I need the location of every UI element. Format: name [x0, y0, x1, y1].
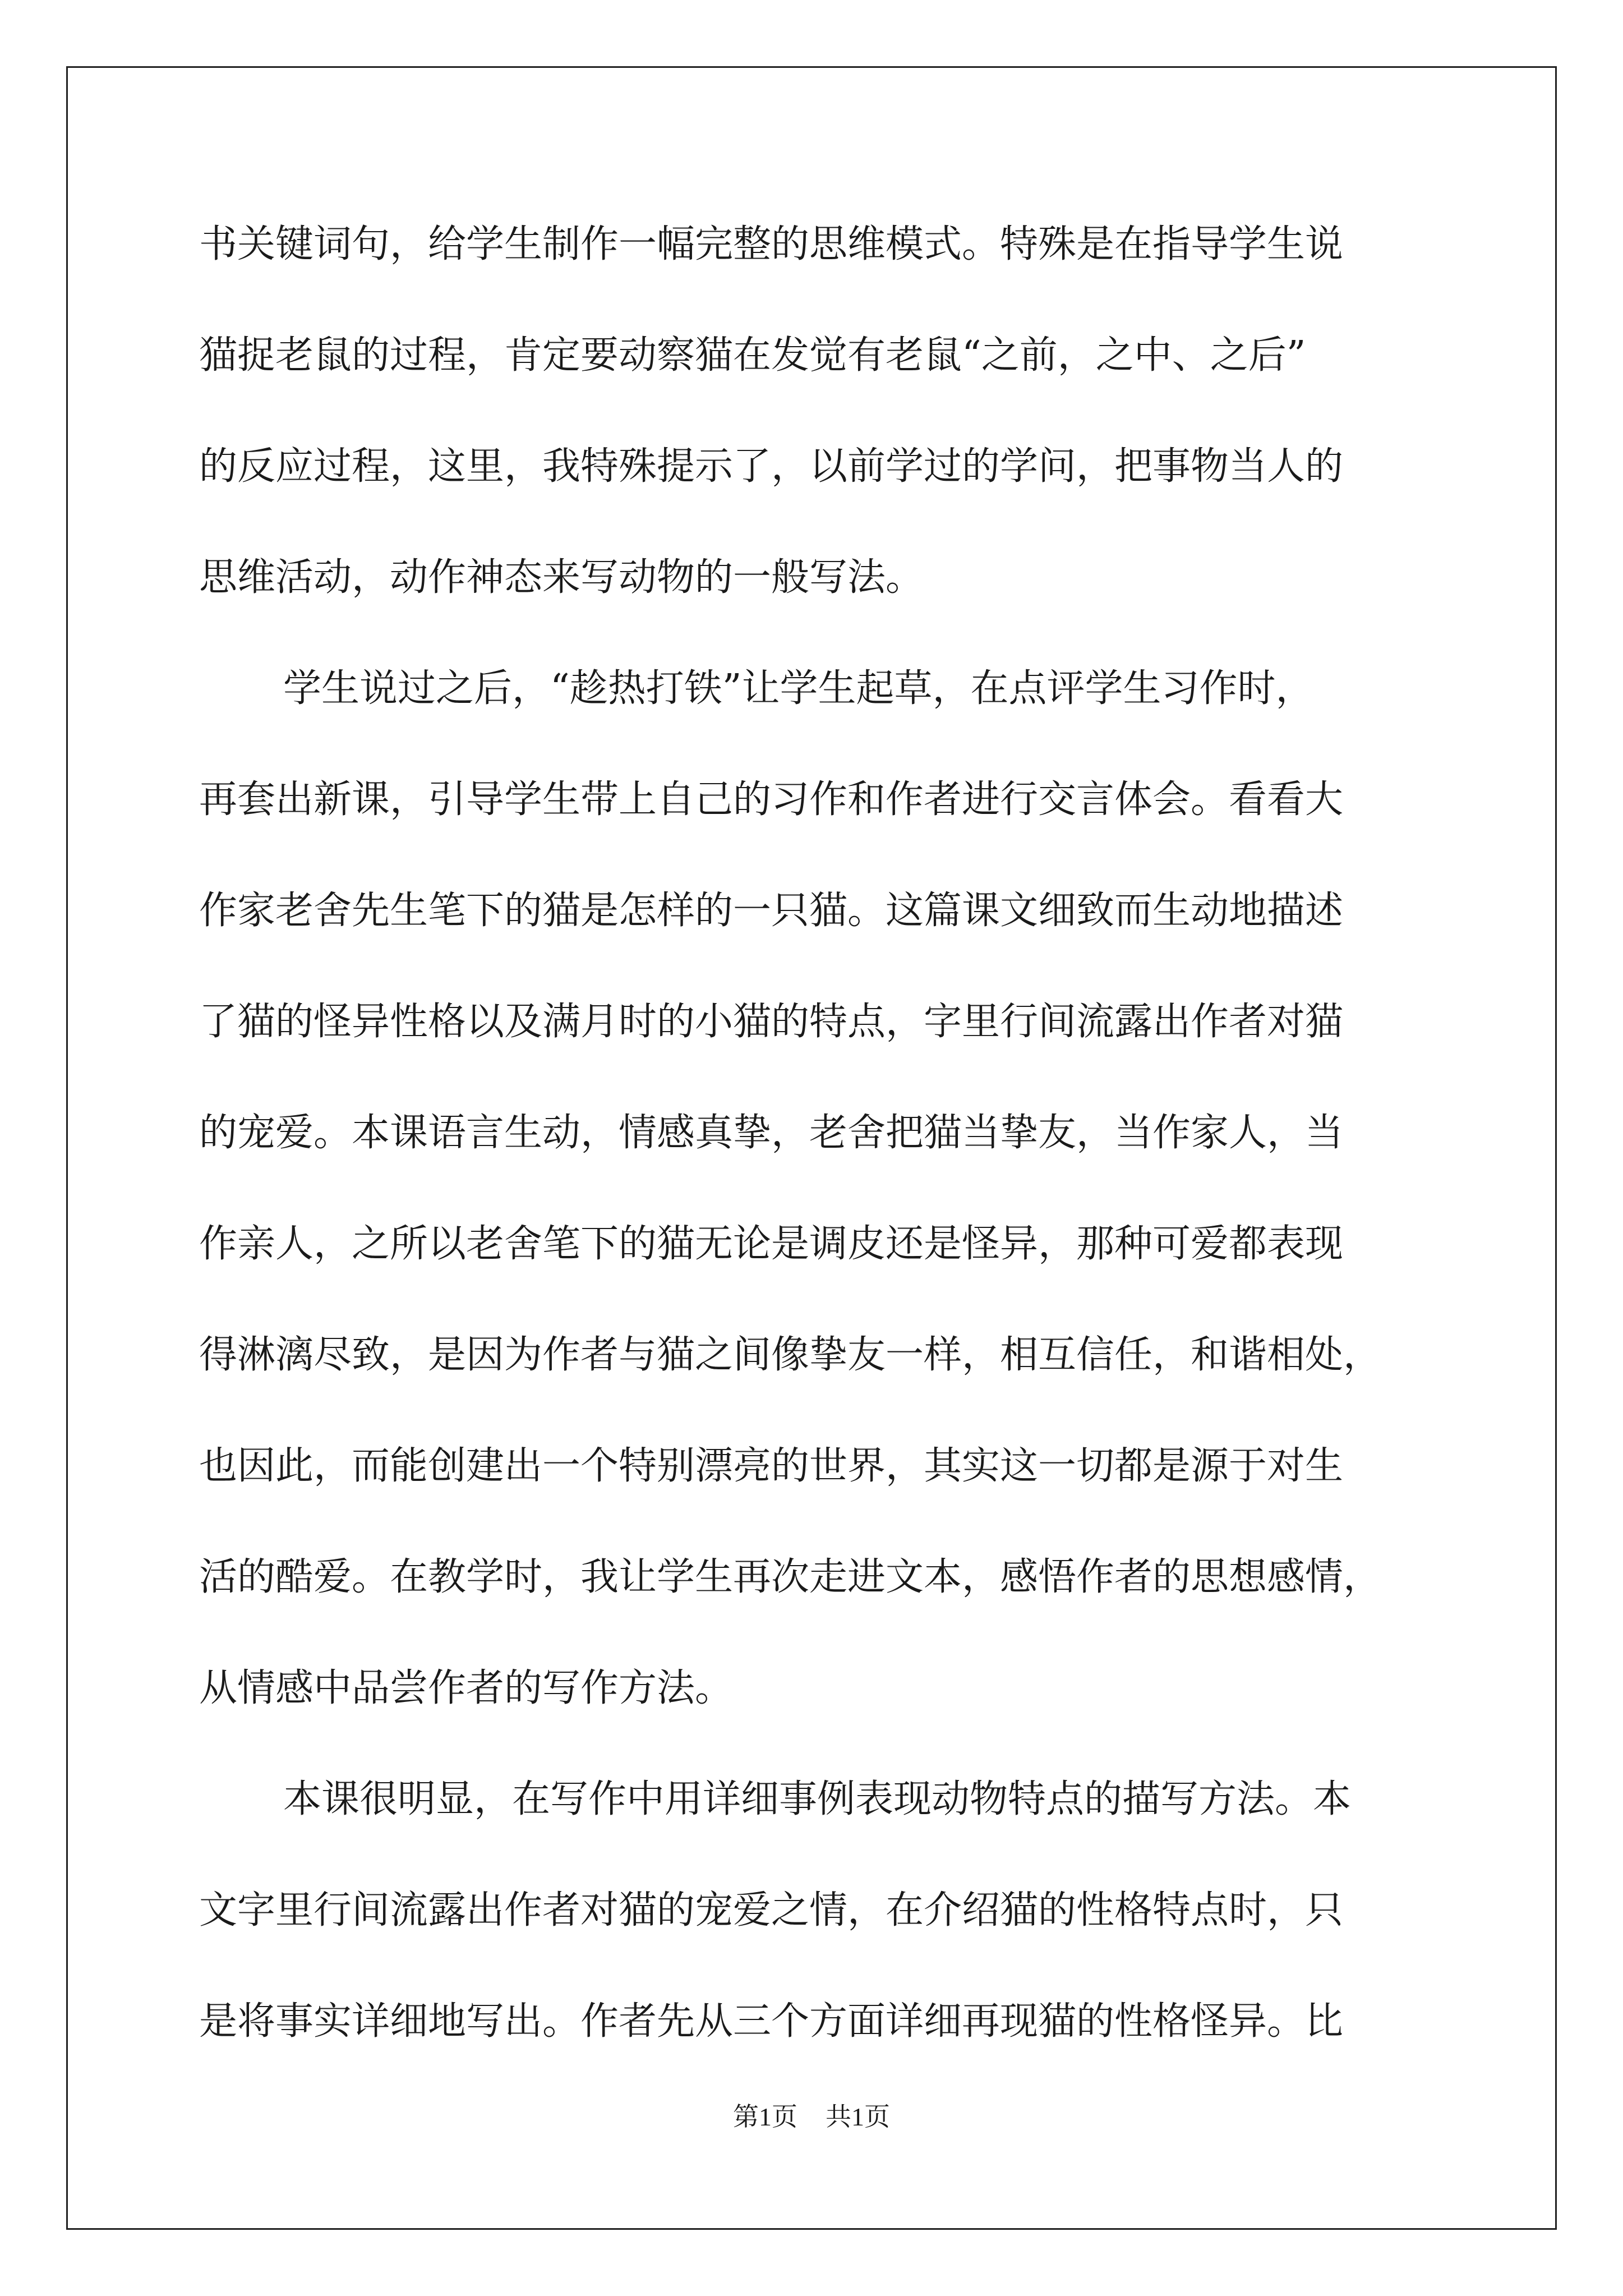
text-line-11: 得淋漓尽致，是因为作者与猫之间像挚友一样，相互信任，和谐相处， — [199, 1333, 1382, 1377]
text-line-10: 作亲人，之所以老舍笔下的猫无论是调皮还是怪异，那种可爱都表现 — [199, 1222, 1344, 1266]
text-line-12: 也因此，而能创建出一个特别漂亮的世界，其实这一切都是源于对生 — [199, 1444, 1344, 1488]
text-line-8: 了猫的怪异性格以及满月时的小猫的特点，字里行间流露出作者对猫 — [199, 1000, 1344, 1044]
text-line-3: 的反应过程，这里，我特殊提示了，以前学过的学问，把事物当人的 — [199, 444, 1344, 489]
text-line-16: 文字里行间流露出作者对猫的宠爱之情，在介绍猫的性格特点时，只 — [199, 1888, 1344, 1932]
text-line-5: 学生说过之后，“趁热打铁”让学生起草，在点评学生习作时， — [283, 666, 1314, 711]
text-line-14: 从情感中品尝作者的写作方法。 — [199, 1666, 734, 1710]
text-line-7: 作家老舍先生笔下的猫是怎样的一只猫。这篇课文细致而生动地描述 — [199, 889, 1344, 933]
text-line-17: 是将事实详细地写出。作者先从三个方面详细再现猫的性格怪异。比 — [199, 1999, 1344, 2044]
text-line-9: 的宠爱。本课语言生动，情感真挚，老舍把猫当挚友，当作家人，当 — [199, 1111, 1344, 1155]
text-line-13: 活的酷爱。在教学时，我让学生再次走进文本，感悟作者的思想感情， — [199, 1555, 1382, 1599]
text-line-15: 本课很明显，在写作中用详细事例表现动物特点的描写方法。本 — [283, 1777, 1352, 1821]
page-footer — [0, 2096, 1623, 2133]
text-line-4: 思维活动，动作神态来写动物的一般写法。 — [199, 555, 924, 600]
text-line-1: 书关键词句，给学生制作一幅完整的思维模式。特殊是在指导学生说 — [199, 222, 1344, 266]
page-number-total: 共1页 — [826, 2102, 890, 2131]
text-line-2: 猫捉老鼠的过程，肯定要动察猫在发觉有老鼠“之前，之中、之后” — [199, 333, 1306, 378]
document-body — [199, 214, 1433, 2102]
text-line-6: 再套出新课，引导学生带上自己的习作和作者进行交言体会。看看大 — [199, 777, 1344, 822]
page-number-current: 第1页 — [733, 2102, 797, 2131]
